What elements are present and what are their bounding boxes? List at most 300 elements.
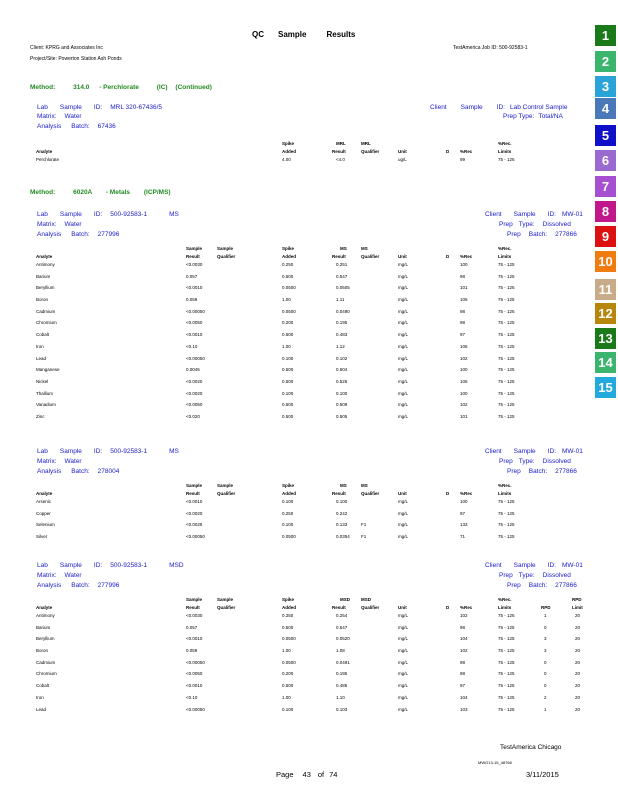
client-sample-id: MW-01: [561, 448, 583, 455]
cell-rpdl: 20: [575, 648, 581, 654]
cell-analyte: Beryllium: [36, 636, 55, 642]
col-ms2: MS: [361, 246, 368, 251]
col-rpd: RPD: [541, 605, 551, 610]
id-word: ID:: [547, 448, 556, 455]
cell-spike: 0.500: [282, 332, 294, 338]
cell-limits: 75 - 125: [498, 367, 515, 373]
table-header-top: [36, 483, 596, 491]
cell-spike: 0.100: [282, 706, 294, 712]
method-name: - Metals: [105, 189, 131, 196]
sample-word: Sample: [460, 104, 483, 111]
cell-sres: <0.0050: [186, 402, 203, 408]
cell-limits: 75 - 125: [498, 671, 515, 677]
col-result: Result: [186, 491, 200, 496]
cell-sres: <0.0030: [186, 262, 203, 267]
sample-word: Sample: [59, 562, 82, 569]
method-name: - Perchlorate: [99, 84, 139, 91]
table-row: [36, 297, 596, 309]
cell-rec: 104: [460, 636, 468, 642]
analysis-word: Analysis: [37, 231, 62, 238]
footer-company: TestAmerica Chicago: [500, 744, 562, 751]
cell-unit: mg/L: [398, 522, 409, 528]
cell-rec: 100: [460, 262, 468, 267]
cell-spike: 0.500: [282, 367, 294, 373]
col-unit: Unit: [398, 605, 407, 610]
footer-date: 3/11/2015: [526, 770, 559, 779]
col-qualifier2: Qualifier: [361, 254, 380, 259]
table-row: [36, 402, 596, 414]
client-word: Client: [430, 104, 447, 111]
cell-res: 0.547: [336, 624, 348, 630]
cell-analyte: Boron: [36, 648, 49, 654]
col-spike: Spike: [282, 246, 295, 251]
cell-unit: mg/L: [398, 297, 409, 303]
col-spike: Spike: [282, 483, 295, 488]
title-word-qc: QC: [252, 30, 264, 39]
cell-analyte: Antimony: [36, 613, 55, 618]
matrix-label: Matrix:: [37, 113, 57, 120]
table-row: [36, 262, 596, 274]
section-tab-9[interactable]: 9: [595, 226, 616, 247]
section-2-prep-type: [499, 458, 571, 466]
section-2-lab-sample: [37, 448, 179, 456]
cell-unit: mg/L: [398, 390, 409, 396]
cell-rec: 102: [460, 402, 468, 408]
section-1-lab-sample: [37, 211, 179, 219]
method-label: Method:: [30, 84, 56, 91]
section-tab-3[interactable]: 3: [595, 76, 616, 97]
section-tab-8[interactable]: 8: [595, 201, 616, 222]
sample-word: Sample: [59, 211, 82, 218]
analysis-batch-value: 278004: [97, 468, 120, 475]
client-line: Client: KPRG and Associates Inc: [30, 45, 103, 51]
col-analyte: Analyte: [36, 254, 53, 259]
cell-res: 1.12: [336, 343, 345, 349]
cell-analyte: Cobalt: [36, 332, 50, 338]
prep-type-value: Dissolved: [542, 458, 571, 465]
cell-qual: F1: [361, 522, 367, 528]
cell-rec: 105: [460, 297, 468, 303]
table-row: [36, 157, 596, 169]
section-2-prep-batch: [507, 468, 577, 476]
cell-spike: 0.0500: [282, 534, 296, 540]
batch-word: Batch:: [528, 468, 548, 475]
analysis-batch-value: 277996: [97, 582, 120, 589]
project-line: Project/Site: Powerton Station Ash Ponds: [30, 56, 122, 62]
col-ms2: MSD: [361, 597, 371, 602]
cell-spike: 1.00: [282, 297, 291, 303]
lab-sample-id: 500-92583-1: [110, 562, 148, 569]
col-sample1: Sample: [186, 246, 203, 251]
cell-rec: 106: [460, 343, 468, 349]
cell-sres: <0.0025: [186, 522, 203, 528]
table-row: [36, 379, 596, 391]
col-qualifier: Qualifier: [217, 605, 236, 610]
cell-analyte: Chromium: [36, 671, 57, 677]
cell-res: 0.505: [336, 413, 348, 419]
cell-result: <4.0: [336, 157, 345, 162]
cell-unit: mg/L: [398, 694, 409, 700]
section-tab-6[interactable]: 6: [595, 150, 616, 171]
table-row: [36, 274, 596, 286]
batch-word: Batch:: [71, 231, 90, 238]
cell-limits: 75 - 125: [498, 157, 515, 162]
cell-limits: 75 - 125: [498, 285, 515, 291]
col-analyte: Analyte: [36, 605, 53, 610]
type-word: Type:: [518, 221, 535, 228]
table-row: [36, 344, 596, 356]
id-word: ID:: [547, 211, 556, 218]
cell-spike: 0.0500: [282, 659, 296, 665]
cell-res: 0.103: [336, 706, 348, 712]
cell-analyte: Perchlorate: [36, 157, 60, 162]
col-ms1: MS: [340, 483, 347, 488]
cell-rec: 97: [460, 510, 466, 516]
cell-sres: 0.0045: [186, 367, 200, 373]
prep-type-value: Dissolved: [542, 572, 571, 579]
cell-analyte: Nickel: [36, 378, 49, 384]
id-word: ID:: [93, 104, 103, 111]
m1-table: [36, 141, 596, 169]
cell-analyte: Zinc: [36, 413, 45, 419]
cell-limits: 75 - 125: [498, 636, 515, 642]
cell-unit: mg/L: [398, 308, 409, 314]
cell-analyte: Cadmium: [36, 659, 56, 665]
cell-sres: <0.0030: [186, 613, 203, 618]
cell-rpdl: 20: [575, 636, 581, 642]
cell-res: 0.102: [336, 355, 348, 361]
page-total: 74: [329, 770, 338, 779]
section-tab-13[interactable]: 13: [595, 328, 616, 349]
cell-limits: 75 - 125: [498, 522, 515, 528]
col-sample2: Sample: [217, 246, 234, 251]
client-sample-id: MW-01: [561, 562, 583, 569]
cell-spike: 0.100: [282, 499, 294, 504]
id-word: ID:: [93, 562, 103, 569]
cell-rpd: 0: [544, 683, 547, 689]
cell-rec: 98: [460, 659, 466, 665]
section-2-matrix: [37, 458, 82, 466]
prep-word: Prep: [507, 468, 521, 475]
cell-rec: 103: [460, 706, 468, 712]
client-word: Client: [485, 448, 502, 455]
section-2-table: [36, 483, 596, 546]
cell-res: 0.100: [336, 499, 348, 504]
table-row: [36, 332, 596, 344]
cell-spike: 0.500: [282, 413, 294, 419]
cell-spike: 1.00: [282, 694, 291, 700]
col-rec: %Rec.: [498, 246, 512, 251]
table-row: [36, 707, 596, 719]
cell-limits: 75 - 125: [498, 694, 515, 700]
cell-limits: 75 - 125: [498, 308, 515, 314]
page-word: Page: [276, 770, 294, 779]
cell-res: 0.525: [336, 378, 348, 384]
col-limits: Limits: [498, 605, 512, 610]
cell-rec: 100: [460, 499, 468, 504]
method-code: 314.0: [73, 84, 90, 91]
col-rpd: RPD: [572, 597, 582, 602]
prep-batch-value: 277866: [555, 582, 577, 589]
section-3-analysis-batch: [37, 582, 119, 590]
table-row: [36, 613, 596, 625]
title-word-results: Results: [326, 30, 356, 39]
m1-client-sample: [430, 104, 567, 112]
prep-batch-value: 277866: [555, 468, 577, 475]
sample-word: Sample: [513, 448, 536, 455]
lab-word: Lab: [37, 562, 48, 569]
col-d: D: [446, 254, 450, 259]
col-analyte: Analyte: [36, 491, 53, 496]
cell-limits: 75 - 125: [498, 534, 515, 540]
col-unit: Unit: [398, 491, 407, 496]
col-rec: %Rec: [460, 491, 473, 496]
type-word: Type:: [518, 572, 535, 579]
cell-unit: mg/L: [398, 273, 409, 279]
cell-analyte: Barium: [36, 624, 51, 630]
cell-spike: 0.250: [282, 613, 294, 618]
section-1-table: [36, 246, 596, 426]
cell-spike: 0.0500: [282, 285, 296, 291]
cell-limits: 75 - 125: [498, 355, 515, 361]
cell-unit: mg/L: [398, 671, 409, 677]
cell-sres: 0.059: [186, 648, 198, 654]
col-added: Added: [282, 254, 296, 259]
cell-unit: mg/L: [398, 613, 409, 618]
cell-rec: 97: [460, 683, 466, 689]
section-tab-15[interactable]: 15: [595, 377, 616, 398]
section-1-client-sample: [485, 211, 583, 219]
table-row: [36, 534, 596, 546]
section-tab-4[interactable]: 4: [595, 98, 616, 119]
section-tab-14[interactable]: 14: [595, 352, 616, 373]
cell-rpdl: 20: [575, 706, 581, 712]
cell-spike: 1.00: [282, 648, 291, 654]
cell-analyte: Barium: [36, 273, 51, 279]
section-3-matrix: [37, 572, 82, 580]
col-added: Added: [282, 605, 296, 610]
section-3-table: [36, 597, 596, 718]
col-limits: Limits: [498, 254, 512, 259]
cell-res: 0.100: [336, 390, 348, 396]
cell-unit: ug/L: [398, 157, 407, 162]
method-label: Method:: [30, 189, 56, 196]
cell-unit: mg/L: [398, 332, 409, 338]
matrix-label: Matrix:: [37, 458, 57, 465]
cell-sres: <0.020: [186, 413, 200, 419]
col-analyte: Analyte: [36, 149, 53, 154]
matrix-value: Water: [64, 572, 82, 579]
table-row: [36, 511, 596, 523]
cell-sres: 0.057: [186, 624, 198, 630]
table-row: [36, 285, 596, 297]
method-1-heading: [30, 84, 212, 92]
client-sample-id: MW-01: [561, 211, 583, 218]
cell-unit: mg/L: [398, 285, 409, 291]
cell-rpdl: 20: [575, 683, 581, 689]
cell-spike: 0.250: [282, 510, 294, 516]
cell-limits: 75 - 125: [498, 413, 515, 419]
section-tab-12[interactable]: 12: [595, 303, 616, 324]
table-header-bottom: [36, 254, 596, 262]
batch-word: Batch:: [528, 582, 548, 589]
id-word: ID:: [93, 448, 103, 455]
cell-sres: <0.0010: [186, 636, 203, 642]
col-result2: Result: [332, 605, 346, 610]
section-tab-2[interactable]: 2: [595, 51, 616, 72]
prep-type-value: Dissolved: [542, 221, 571, 228]
cell-sres: <0.0020: [186, 390, 203, 396]
section-tab-1[interactable]: 1: [595, 25, 616, 46]
table-row: [36, 367, 596, 379]
cell-analyte: Selenium: [36, 522, 55, 528]
col-spike: Spike: [282, 597, 295, 602]
cell-res: 0.483: [336, 332, 348, 338]
cell-rpdl: 20: [575, 671, 581, 677]
cell-limits: 75 - 125: [498, 706, 515, 712]
cell-spike: 0.500: [282, 624, 294, 630]
cell-rec: 101: [460, 285, 468, 291]
job-id: TestAmerica Job ID: 500-92583-1: [453, 45, 528, 51]
table-row: [36, 414, 596, 426]
method-2-heading: [30, 189, 171, 197]
cell-limits: 75 - 125: [498, 510, 515, 516]
sample-word: Sample: [513, 211, 536, 218]
cell-analyte: Beryllium: [36, 285, 55, 291]
cell-rec: 102: [460, 613, 468, 618]
analysis-word: Analysis: [37, 123, 62, 130]
section-2-client-sample: [485, 448, 583, 456]
cell-limits: 75 - 125: [498, 624, 515, 630]
table-row: [36, 309, 596, 321]
cell-rpdl: 20: [575, 659, 581, 665]
cell-rpd: 1: [544, 706, 547, 712]
cell-qual: F1: [361, 534, 367, 540]
table-row: [36, 671, 596, 683]
id-word: ID:: [547, 562, 556, 569]
cell-unit: mg/L: [398, 402, 409, 408]
col-limits: Limits: [498, 491, 512, 496]
table-row: [36, 522, 596, 534]
id-word: ID:: [496, 104, 505, 111]
cell-rec: 98: [460, 273, 466, 279]
section-tab-10[interactable]: 10: [595, 251, 616, 272]
page-number: 43: [302, 770, 311, 779]
table-row: [36, 320, 596, 332]
cell-unit: mg/L: [398, 355, 409, 361]
cell-sres: <0.00050: [186, 308, 205, 314]
prep-type-value: Total/NA: [538, 113, 563, 120]
cell-rpd: 2: [544, 694, 547, 700]
report-title: [252, 30, 355, 39]
cell-rec: 97: [460, 332, 466, 338]
cell-analyte: Arsenic: [36, 499, 52, 504]
cell-res: 1.08: [336, 648, 345, 654]
col-qualifier2: Qualifier: [361, 605, 380, 610]
col-rec: %Rec.: [498, 483, 512, 488]
cell-limits: 75 - 125: [498, 262, 515, 267]
table-row: [36, 660, 596, 672]
cell-unit: mg/L: [398, 510, 409, 516]
cell-res: 0.509: [336, 402, 348, 408]
col-result: Result: [186, 254, 200, 259]
cell-rec: 98: [460, 624, 466, 630]
cell-spike: 1.00: [282, 343, 291, 349]
table-row: [36, 683, 596, 695]
cell-res: 0.251: [336, 262, 348, 267]
batch-word: Batch:: [71, 582, 90, 589]
cell-spike: 0.100: [282, 355, 294, 361]
client-sample-id: Lab Control Sample: [509, 104, 568, 111]
m1-matrix: [37, 113, 82, 121]
table-header-bottom: [36, 605, 596, 613]
table-header-top: [36, 246, 596, 254]
cell-spike: 0.100: [282, 390, 294, 396]
method-tech: (ICP/MS): [143, 189, 171, 196]
lab-sample-tag: MS: [169, 211, 179, 218]
prep-word: Prep: [499, 221, 513, 228]
cell-rec: 98: [460, 308, 466, 314]
col-mrl: MRL: [336, 141, 346, 146]
cell-sres: <0.0050: [186, 671, 203, 677]
cell-limits: 75 - 125: [498, 378, 515, 384]
footer-page: [276, 770, 337, 779]
section-tab-7[interactable]: 7: [595, 176, 616, 197]
cell-rpd: 0: [544, 659, 547, 665]
cell-rec: 105: [460, 378, 468, 384]
section-tab-11[interactable]: 11: [595, 279, 616, 300]
cell-spike: 0.200: [282, 671, 294, 677]
cell-unit: mg/L: [398, 648, 409, 654]
method-tech: (IC): [156, 84, 168, 91]
cell-analyte: Boron: [36, 297, 49, 303]
lab-word: Lab: [37, 448, 48, 455]
lab-sample-tag: MS: [169, 448, 179, 455]
cell-res: 0.0354: [336, 534, 350, 540]
m1-analysis-batch: [37, 123, 116, 131]
table-row: [36, 499, 596, 511]
cell-sres: 0.059: [186, 297, 198, 303]
cell-analyte: Chromium: [36, 320, 57, 326]
cell-res: 0.0520: [336, 636, 350, 642]
col-result: Result: [332, 149, 346, 154]
cell-spike: 4.00: [282, 157, 291, 162]
id-word: ID:: [93, 211, 103, 218]
cell-res: 0.242: [336, 510, 348, 516]
cell-res: 0.195: [336, 671, 348, 677]
cell-limits: 75 - 125: [498, 273, 515, 279]
batch-word: Batch:: [71, 123, 90, 130]
cell-rec: 71: [460, 534, 466, 540]
cell-unit: mg/L: [398, 378, 409, 384]
cell-sres: <0.00050: [186, 534, 205, 540]
cell-analyte: Iron: [36, 343, 44, 349]
cell-sres: <0.0010: [186, 332, 203, 338]
cell-spike: 0.100: [282, 522, 294, 528]
cell-unit: mg/L: [398, 659, 409, 665]
method-code: 6020A: [73, 189, 93, 196]
section-3-prep-type: [499, 572, 571, 580]
cell-res: 0.133: [336, 522, 348, 528]
col-sample2: Sample: [217, 597, 234, 602]
cell-spike: 0.200: [282, 320, 294, 326]
lab-word: Lab: [37, 104, 48, 111]
table-row: [36, 391, 596, 403]
of-word: of: [317, 770, 325, 779]
batch-word: Batch:: [71, 468, 90, 475]
cell-unit: mg/L: [398, 499, 409, 504]
section-tab-5[interactable]: 5: [595, 125, 616, 146]
